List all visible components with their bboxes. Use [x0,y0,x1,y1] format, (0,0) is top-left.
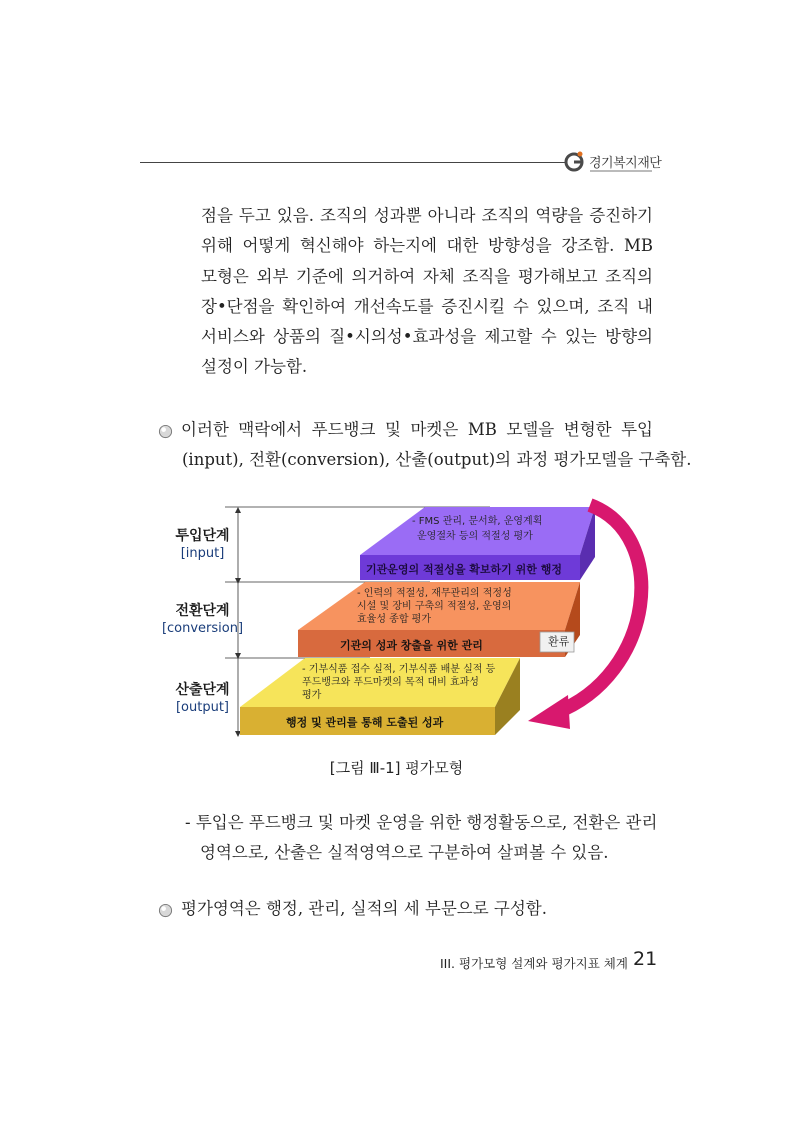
conversion-criteria-line: 시설 및 장비 구축의 적절성, 운영의 [357,601,512,612]
bullet-icon [158,903,173,918]
conversion-criteria-line: 효율성 종합 평가 [357,614,431,625]
text-line: (input), 전환(conversion), 산출(output)의 과정 평가모델을 구축함. [182,450,692,470]
bullet-paragraph-model [181,415,692,476]
evaluation-model-figure [150,495,660,745]
output-bar-label: 행정 및 관리를 통해 도출된 성과 [286,716,444,729]
output-criteria-line: - 기부식품 접수 실적, 기부식품 배분 실적 등 [302,664,496,675]
header-org-name: 경기복지재단 [589,155,662,171]
text-line: 모형은 외부 기준에 의거하여 자체 조직을 평가해보고 조직의 [201,266,653,286]
header-logo [563,150,661,172]
text-line: 영역으로, 산출은 실적영역으로 구분하여 살펴볼 수 있음. [200,843,609,863]
text-line: 평가영역은 행정, 관리, 실적의 세 부문으로 구성함. [181,899,547,918]
input-criteria-line: - FMS 관리, 문서화, 운영계획 [412,516,543,527]
output-criteria-line: 평가 [302,690,322,701]
text-line: 설정이 가능함. [201,357,308,377]
bullet-icon [158,424,173,439]
text-line: 장•단점을 확인하여 개선속도를 증진시킬 수 있으며, 조직 내 [201,296,653,316]
text-line: 위해 어떻게 혁신해야 하는지에 대한 방향성을 강조함. MB [201,236,653,256]
text-line: 점을 두고 있음. 조직의 성과뿐 아니라 조직의 역량을 증진하기 [201,206,653,225]
foundation-logo-icon [563,150,585,172]
stage-label-conversion: 전환단계 [conversion] [161,603,244,636]
text-line: 이러한 맥락에서 푸드뱅크 및 마켓은 MB 모델을 변형한 투입 [181,420,653,439]
input-criteria-line: 운영절차 등의 적절성 평가 [417,531,533,542]
header-rule [140,162,565,163]
input-bar-label: 기관운영의 적절성을 확보하기 위한 행정 [366,563,562,576]
header-sub-rule [590,170,652,172]
output-criteria-line: 푸드뱅크와 푸드마켓의 목적 대비 효과성 [302,677,479,688]
bullet-paragraph-domains [181,894,653,924]
paragraph-intro [201,201,653,383]
page-number: 21 [633,948,658,970]
conversion-bar-label: 기관의 성과 창출을 위한 관리 [340,639,483,652]
footer-section-title: III. 평가모형 설계와 평가지표 체계 [440,956,628,971]
text-line: - 투입은 푸드뱅크 및 마켓 운영을 위한 행정활동으로, 전환은 관리 [185,813,658,832]
conversion-criteria-line: - 인력의 적절성, 재무관리의 적정성 [357,588,512,599]
figure-caption: [그림 Ⅲ-1] 평가모형 [329,759,464,777]
stage-label-input: 투입단계 [input] [175,528,230,561]
text-line: 서비스와 상품의 질•시의성•효과성을 제고할 수 있는 방향의 [201,327,653,347]
stage-label-output: 산출단계 [output] [175,682,230,715]
paragraph-stages [185,808,658,869]
feedback-label: 환류 [548,635,570,648]
